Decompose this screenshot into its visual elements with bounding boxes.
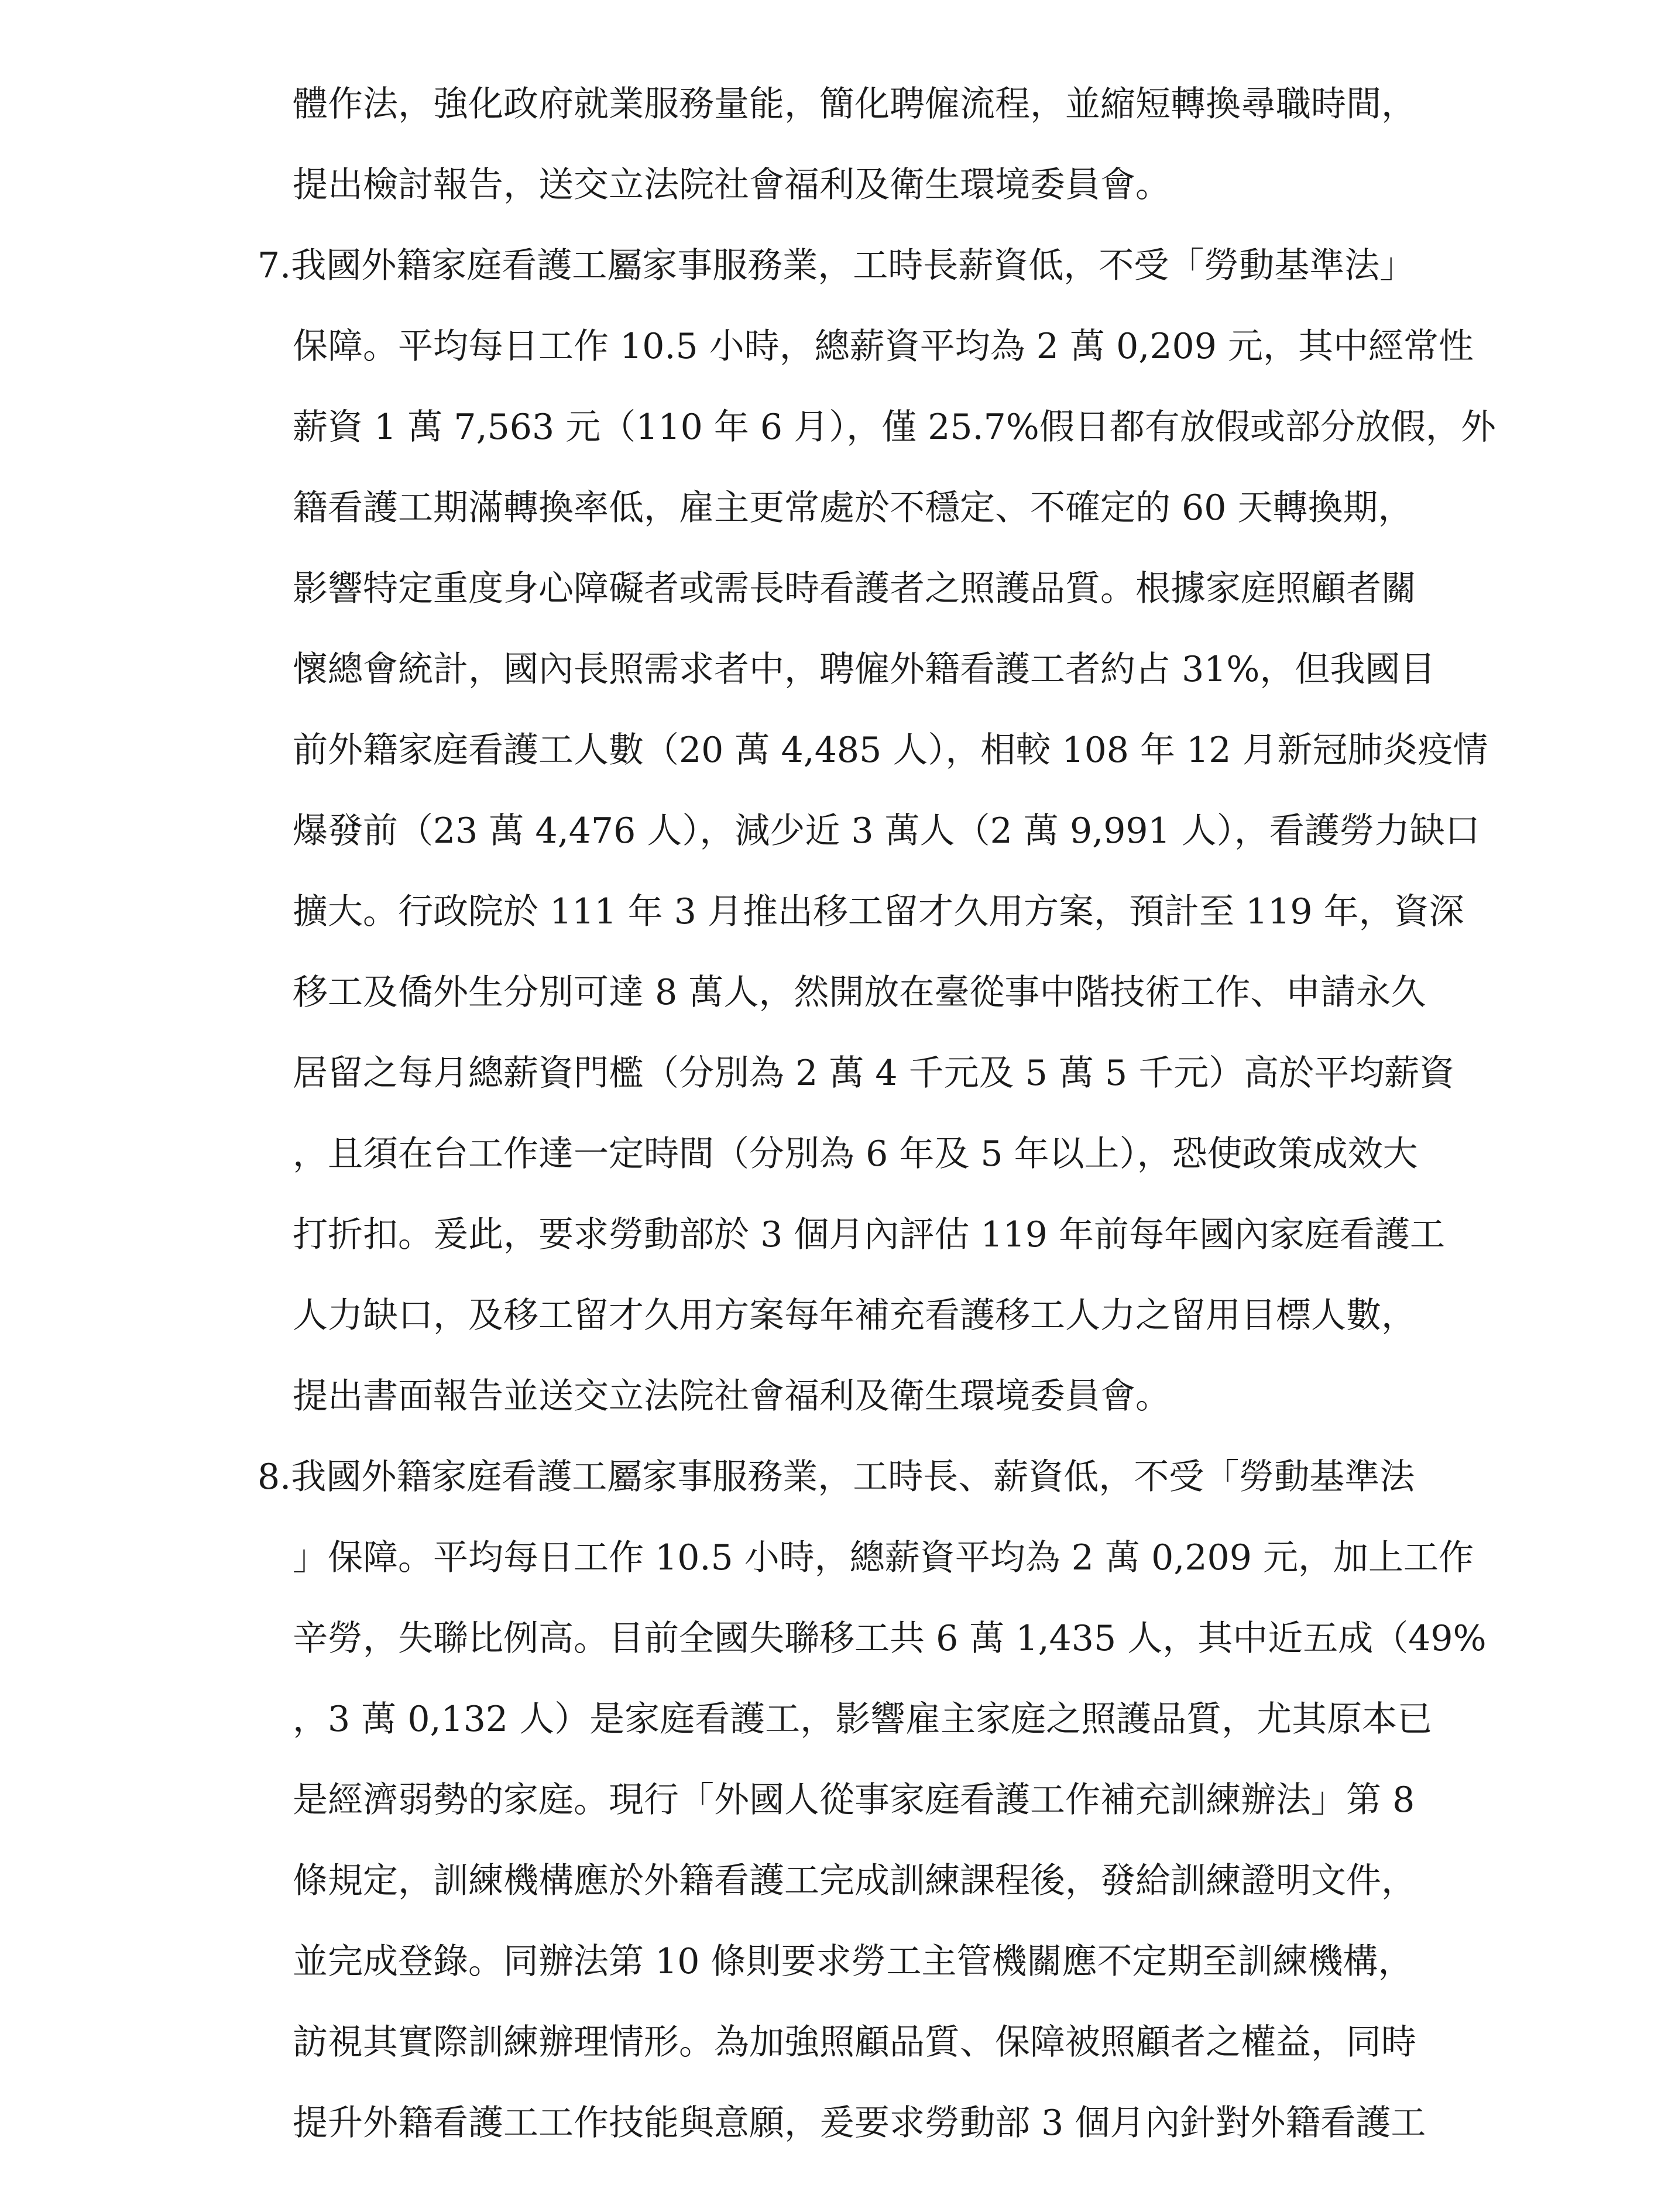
text-line: 體作法，強化政府就業服務量能，簡化聘僱流程，並縮短轉換尋職時間， bbox=[293, 84, 1416, 125]
text-line: 影響特定重度身心障礙者或需長時看護者之照護品質。根據家庭照顧者關 bbox=[293, 568, 1416, 609]
text-line: 訪視其實際訓練辦理情形。為加強照顧品質、保障被照顧者之權益，同時 bbox=[293, 2022, 1416, 2063]
text-line: 懷總會統計，國內長照需求者中，聘僱外籍看護工者約占 31%，但我國目 bbox=[293, 649, 1436, 690]
text-line: 前外籍家庭看護工人數（20 萬 4,485 人），相較 108 年 12 月新冠肺炎疫情 bbox=[293, 730, 1488, 771]
text-line: 打折扣。爰此，要求勞動部於 3 個月內評估 119 年前每年國內家庭看護工 bbox=[293, 1214, 1445, 1255]
text-line: 提出檢討報告，送交立法院社會福利及衛生環境委員會。 bbox=[293, 164, 1171, 205]
text-line: 擴大。行政院於 111 年 3 月推出移工留才久用方案，預計至 119 年，資深 bbox=[293, 891, 1464, 932]
text-line: 條規定，訓練機構應於外籍看護工完成訓練課程後，發給訓練證明文件， bbox=[293, 1860, 1416, 1901]
text-line: 」保障。平均每日工作 10.5 小時，總薪資平均為 2 萬 0,209 元，加上工作 bbox=[293, 1537, 1474, 1578]
text-line: 提升外籍看護工工作技能與意願，爰要求勞動部 3 個月內針對外籍看護工 bbox=[293, 2103, 1426, 2144]
text-line: 籍看護工期滿轉換率低，雇主更常處於不穩定、不確定的 60 天轉換期， bbox=[293, 487, 1413, 528]
text-line: 8.我國外籍家庭看護工屬家事服務業，工時長、薪資低，不受「勞動基準法 bbox=[258, 1457, 1415, 1497]
text-line: 移工及僑外生分別可達 8 萬人，然開放在臺從事中階技術工作、申請永久 bbox=[293, 972, 1426, 1013]
text-line: ，3 萬 0,132 人）是家庭看護工，影響雇主家庭之照護品質，尤其原本已 bbox=[293, 1699, 1433, 1740]
text-line: 居留之每月總薪資門檻（分別為 2 萬 4 千元及 5 萬 5 千元）高於平均薪資 bbox=[293, 1053, 1455, 1094]
text-line: 保障。平均每日工作 10.5 小時，總薪資平均為 2 萬 0,209 元，其中經常性 bbox=[293, 326, 1474, 367]
text-line: 人力缺口，及移工留才久用方案每年補充看護移工人力之留用目標人數， bbox=[293, 1295, 1416, 1336]
text-line: 薪資 1 萬 7,563 元（110 年 6 月），僅 25.7%假日都有放假或部分放假，外 bbox=[293, 407, 1496, 448]
text-line: 爆發前（23 萬 4,476 人），減少近 3 萬人（2 萬 9,991 人），看護勞力缺口 bbox=[293, 810, 1480, 851]
text-line: ，且須在台工作達一定時間（分別為 6 年及 5 年以上），恐使政策成效大 bbox=[293, 1134, 1418, 1174]
text-line: 7.我國外籍家庭看護工屬家事服務業，工時長薪資低，不受「勞動基準法」 bbox=[258, 245, 1415, 286]
text-line: 是經濟弱勢的家庭。現行「外國人從事家庭看護工作補充訓練辦法」第 8 bbox=[293, 1780, 1415, 1821]
text-line: 並完成登錄。同辦法第 10 條則要求勞工主管機關應不定期至訓練機構， bbox=[293, 1941, 1413, 1982]
text-line: 提出書面報告並送交立法院社會福利及衛生環境委員會。 bbox=[293, 1376, 1171, 1417]
text-line: 辛勞，失聯比例高。目前全國失聯移工共 6 萬 1,435 人，其中近五成（49% bbox=[293, 1618, 1487, 1659]
